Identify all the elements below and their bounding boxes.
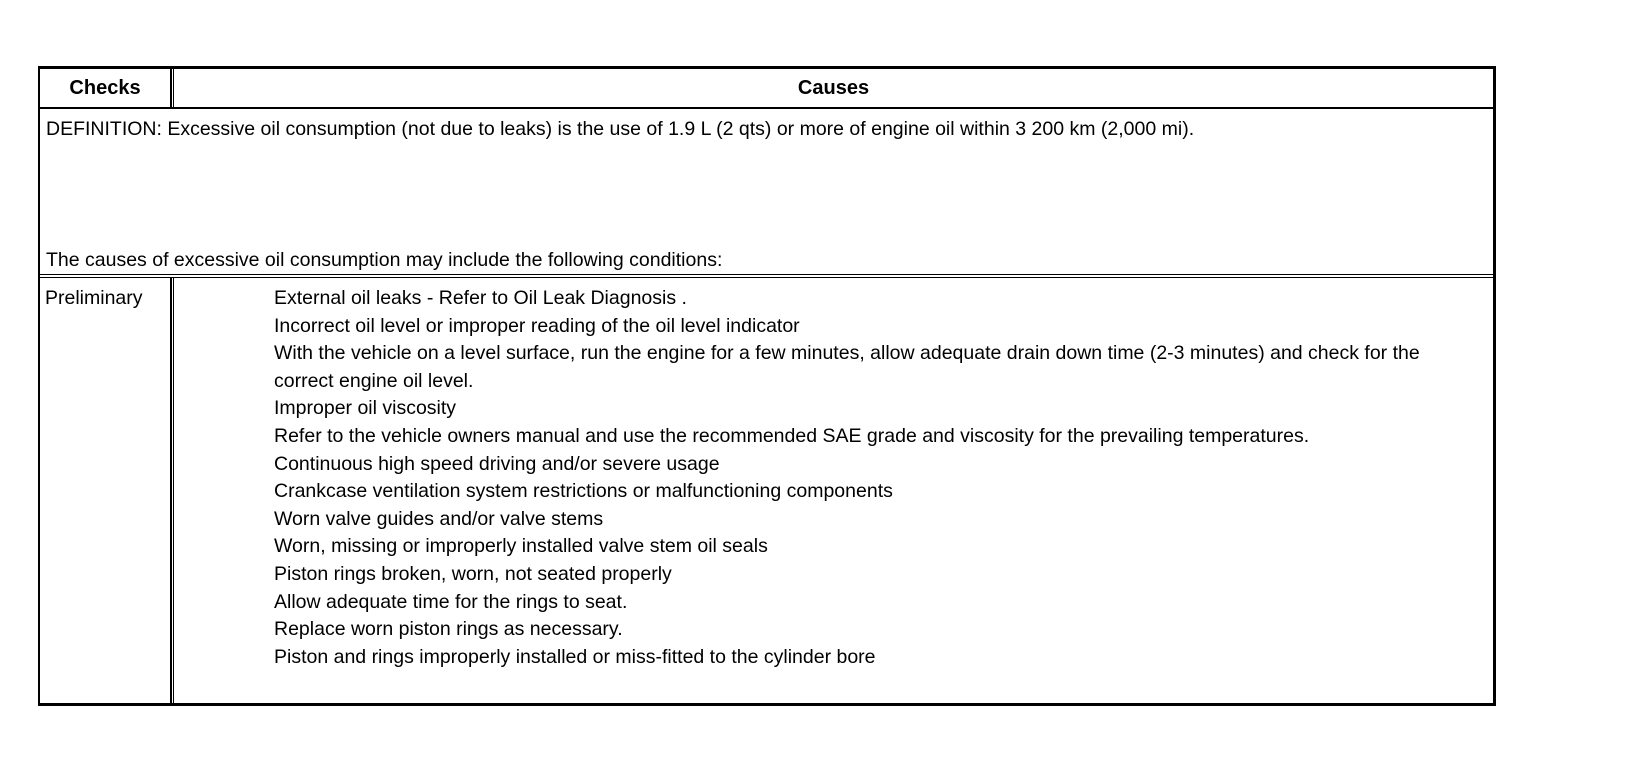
cause-item: Crankcase ventilation system restrictions or malfunctioning components: [274, 480, 893, 503]
cause-item: Worn, missing or improperly installed valve stem oil seals: [274, 535, 768, 558]
cause-item: Replace worn piston rings as necessary.: [274, 618, 623, 641]
causes-list: [274, 285, 1454, 671]
column-header-causes: Causes: [797, 77, 870, 99]
section-double-rule: [40, 274, 1493, 278]
cause-item: Continuous high speed driving and/or severe usage: [274, 452, 720, 475]
causes-intro-text: The causes of excessive oil consumption may include the following conditions:: [46, 249, 723, 271]
cause-item: External oil leaks - Refer to Oil Leak Diagnosis .: [274, 287, 687, 309]
cause-item: Refer to the vehicle owners manual and use the recommended SAE grade and viscosity for the prevailing temperatures.: [274, 424, 1310, 447]
cause-item: Allow adequate time for the rings to seat.: [274, 590, 628, 613]
cause-item: Worn valve guides and/or valve stems: [274, 507, 604, 530]
cause-item: Piston rings broken, worn, not seated properly: [274, 562, 672, 585]
header-rule: [40, 107, 1493, 109]
column-header-checks: Checks: [69, 77, 141, 99]
cause-item: Piston and rings improperly installed or miss-fitted to the cylinder bore: [274, 645, 876, 668]
cause-item: With the vehicle on a level surface, run the engine for a few minutes, allow adequate drain down time (2-3 minutes) and check for the correct engine oil level.: [274, 342, 1420, 392]
definition-text: DEFINITION: Excessive oil consumption (not due to leaks) is the use of 1.9 L (2 qts) or more of engine oil within 3 200 km (2,000 mi).: [46, 118, 1195, 140]
check-cell-preliminary: Preliminary: [45, 287, 143, 309]
cause-item: Improper oil viscosity: [274, 397, 457, 420]
column-divider: [170, 278, 174, 703]
diagnosis-table: [38, 66, 1496, 706]
cause-item: Incorrect oil level or improper reading of the oil level indicator: [274, 314, 800, 337]
